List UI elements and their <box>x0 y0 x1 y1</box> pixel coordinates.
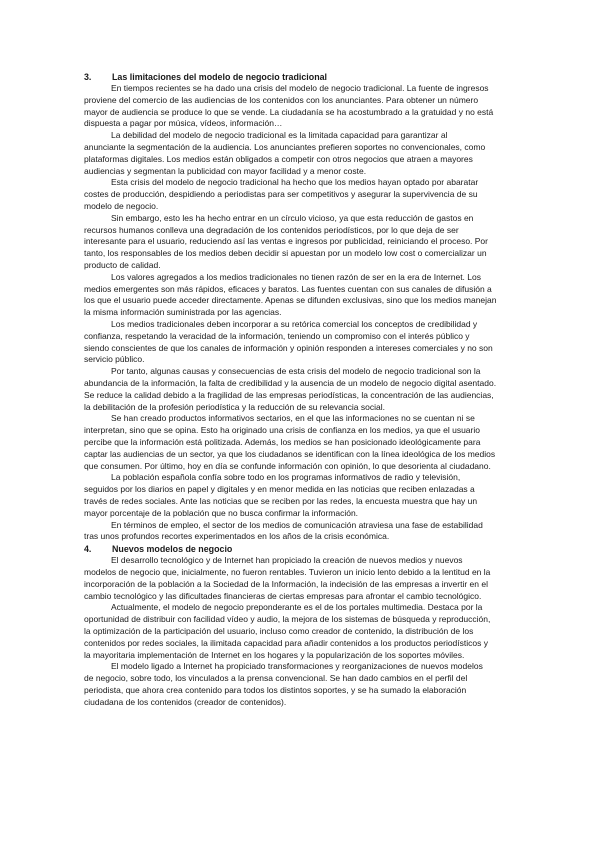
paragraph-line: medios emergentes son más rápidos, eficaces y baratos. Las fuentes cuentan con sus canales de difusión a <box>84 283 492 294</box>
paragraph-line: proviene del comercio de las audiencias de los contenidos con los anunciantes. Para obtener un número <box>84 94 479 105</box>
paragraph-line: la misma información suministrada por las agencias. <box>84 307 282 318</box>
paragraph <box>84 602 529 661</box>
paragraph-line: Esta crisis del modelo de negocio tradicional ha hecho que los medios hayan optado por abaratar <box>111 177 479 188</box>
paragraph-line: Los valores agregados a los medios tradicionales no tienen razón de ser en la era de Internet. Los <box>111 271 481 282</box>
paragraph-line: El desarrollo tecnológico y de Internet han propiciado la creación de nuevos medios y nuevos <box>111 555 463 566</box>
paragraph-line: En tiempos recientes se ha dado una crisis del modelo de negocio tradicional. La fuente de ingresos <box>111 83 489 93</box>
paragraph-line: audiencias y segmentan la publicidad con mayor facilidad y a menor coste. <box>84 165 367 176</box>
paragraph-line: producto de calidad. <box>84 259 161 270</box>
paragraph-line: la optimización de la participación del usuario, incluso como creador de contenido, la distribución de los <box>84 625 474 636</box>
paragraph-line: Se reduce la calidad debido a la fragilidad de las empresas periodísticas, la concentración de las audiencias, <box>84 389 494 400</box>
paragraph <box>84 130 529 177</box>
paragraph <box>84 272 529 319</box>
paragraph <box>84 472 529 519</box>
paragraph-line: Actualmente, el modelo de negocio preponderante es el de los portales multimedia. Destaca por la <box>111 602 483 613</box>
paragraph-line: recursos humanos conlleva una degradación de los contenidos periodísticos, por lo que deja de ser <box>84 224 459 235</box>
paragraph-line: interpretan, sino que se opina. Esto ha originado una crisis de confianza en los medios, ya que el usuario <box>84 425 480 436</box>
paragraph-line: modelo de negocio. <box>84 200 159 211</box>
paragraph-line: costes de producción, despidiendo a periodistas para ser competitivos y asegurar la supervivencia de su <box>84 189 478 200</box>
paragraph <box>84 177 529 212</box>
paragraph-line: seguidos por los diarios en papel y digitales y en menor medida en las noticias que reciben enlazadas a <box>84 484 475 495</box>
section-title: Las limitaciones del modelo de negocio tradicional <box>112 72 328 82</box>
paragraph-line: través de redes sociales. Ante las noticias que se reciben por las redes, la encuesta muestra que hay un <box>84 495 478 506</box>
section-number: 3. <box>84 72 92 82</box>
paragraph-line: mayor de audiencia se produce lo que se vende. La ciudadanía se ha acostumbrado a la gratuidad y no está <box>84 106 494 117</box>
paragraph-line: los que el usuario puede acceder directamente. Apenas se difunden exclusivas, sino que los medios manejan <box>84 295 497 306</box>
paragraph-line: cambio tecnológico y las dificultades financieras de ciertas empresas para afrontar el cambio tecnológico. <box>84 590 482 601</box>
paragraph-line: anunciante la segmentación de la audiencia. Los anunciantes prefieren soportes no convencionales, como <box>84 141 486 152</box>
paragraph-line: servicio público. <box>84 354 145 365</box>
paragraph-line: La debilidad del modelo de negocio tradicional es la limitada capacidad para garantizar al <box>111 130 448 141</box>
paragraph <box>84 413 529 472</box>
paragraph-line: plataformas digitales. Los medios están obligados a competir con otros negocios que atraen a mayores <box>84 153 473 164</box>
paragraph-line: Por tanto, algunas causas y consecuencias de esta crisis del modelo de negocio tradicional son la <box>111 366 481 377</box>
paragraph <box>84 319 529 366</box>
paragraph-line: contenidos por redes sociales, la ilimitada capacidad para añadir contenidos a los productos periodísticos y <box>84 637 488 648</box>
paragraph-line: incorporación de la población a la Sociedad de la Información, la indecisión de las empresas a invertir en el <box>84 578 488 589</box>
paragraph-line: Sin embargo, esto les ha hecho entrar en un círculo vicioso, ya que esta reducción de gastos en <box>111 212 474 223</box>
paragraph-line: abundancia de la información, la falta de credibilidad y la ausencia de un modelo de negocio digital asentado. <box>84 377 497 388</box>
paragraph-line: modelos de negocio que, inicialmente, no fueron rentables. Tuvieron un inicio lento debido a la lentitud en la <box>84 566 491 577</box>
section-heading-nuevos-modelos <box>84 543 544 555</box>
paragraph <box>84 213 529 272</box>
paragraph <box>84 366 529 413</box>
paragraph <box>84 83 529 130</box>
paragraph-line: captar las audiencias de un sector, ya que los ciudadanos se identifican con la línea ideológica de los medios <box>84 448 496 459</box>
paragraph-line: interesante para el usuario, reduciendo así las ventas e ingresos por publicidad, reiniciando el proceso. Por <box>84 236 488 247</box>
paragraph-line: Los medios tradicionales deben incorporar a su retórica comercial los conceptos de credibilidad y <box>111 319 478 329</box>
paragraph-line: siendo conscientes de que los canales de información y opinión responden a intereses comerciales y no son <box>84 342 493 353</box>
paragraph-line: oportunidad de distribuir con facilidad vídeo y audio, la mejora de los sistemas de búsqueda y reproducción, <box>84 614 491 625</box>
paragraph-line: de negocio, sobre todo, los vinculados a la prensa convencional. Se han dado cambios en el perfil del <box>84 673 468 684</box>
section-title: Nuevos modelos de negocio <box>112 544 233 555</box>
paragraph-line: La población española confía sobre todo en los programas informativos de radio y televisión, <box>111 472 461 483</box>
section-number: 4. <box>84 544 92 555</box>
paragraph-line: En términos de empleo, el sector de los medios de comunicación atraviesa una fase de estabilidad <box>111 519 483 530</box>
paragraph-line: confianza, respetando la veracidad de la información, teniendo un compromiso con el interés público y <box>84 330 470 341</box>
paragraph-line: tanto, los responsables de los medios deben decidir si apuestan por un modelo low cost o comercializar un <box>84 248 487 259</box>
paragraph-line: que consumen. Por último, hoy en día se confunde información con opinión, lo que desorienta al ciudadano. <box>84 460 491 471</box>
paragraph <box>84 555 529 602</box>
paragraph-line: la mayoritaria implementación de Internet en los hogares y la popularización de los soportes móviles. <box>84 649 465 660</box>
paragraph-line: la debilitación de la profesión periodística y la reducción de su relevancia social. <box>84 401 385 412</box>
section-heading-limitaciones <box>84 71 544 83</box>
paragraph-line: percibe que la información está politizada. Además, los medios se han posicionado ideológicamente para <box>84 436 481 447</box>
paragraph-line: ciudadana de los contenidos (creador de contenidos). <box>84 696 287 707</box>
paragraph-line: tras unos profundos recortes experimentados en los años de la crisis económica. <box>84 531 390 542</box>
paragraph <box>84 661 529 708</box>
paragraph-line: mayor porcentaje de la población que no busca confirmar la información. <box>84 507 359 518</box>
paragraph <box>84 520 529 544</box>
paragraph-line: dispuesta a pagar por música, vídeos, información… <box>84 118 283 129</box>
paragraph-line: periodista, que ahora crea contenido para todos los distintos soportes, y se ha sumado la elaboración <box>84 684 467 695</box>
paragraph-line: El modelo ligado a Internet ha propiciado transformaciones y reorganizaciones de nuevos modelos <box>111 661 483 672</box>
paragraph-line: Se han creado productos informativos sectarios, en el que las informaciones no se cuentan ni se <box>111 413 475 424</box>
